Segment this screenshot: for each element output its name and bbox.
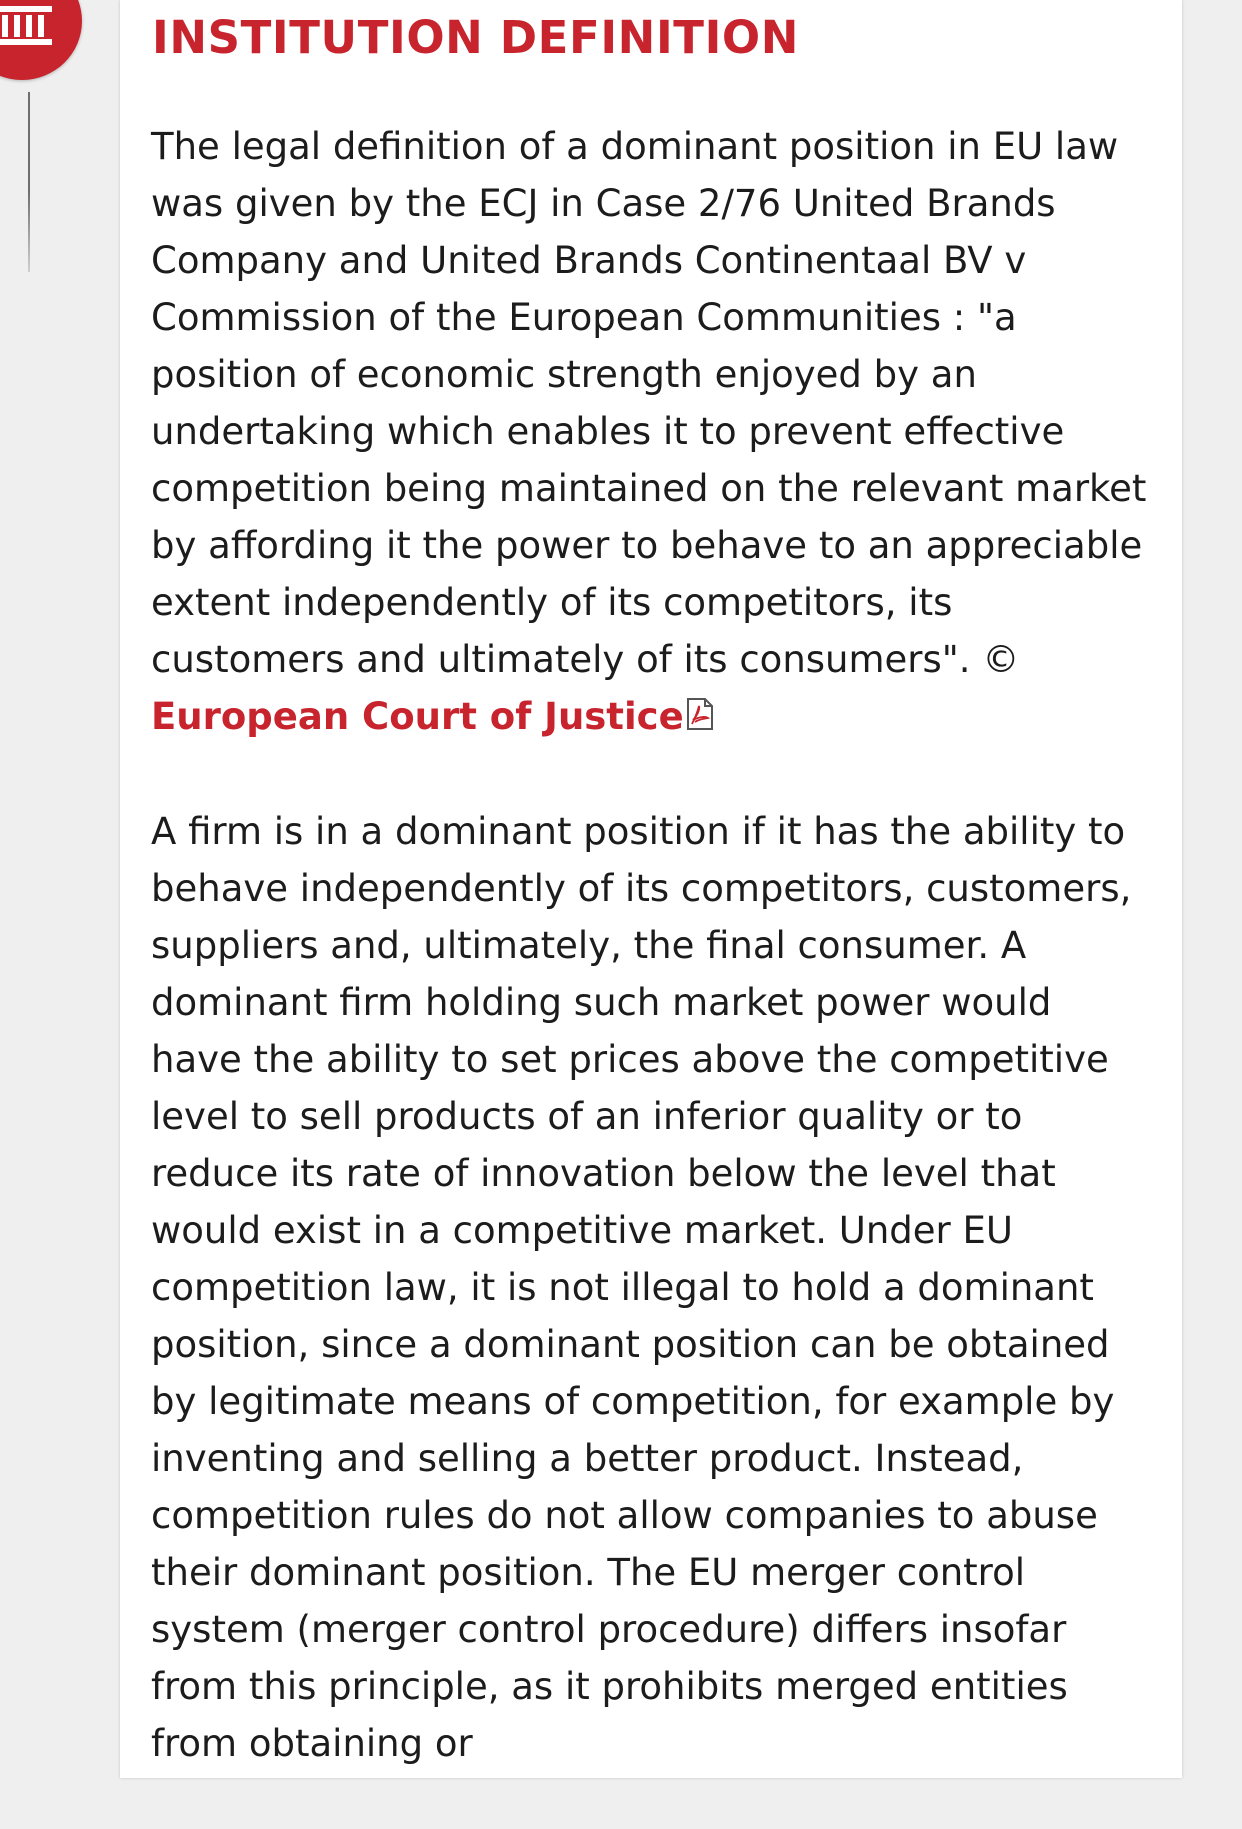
paragraph-legal-definition-text: The legal definition of a dominant position in EU law was given by the ECJ in Case 2/76 United Brands Company and United Brands Continentaal BV v Commission of the European Communities : "a position of economic strength enjoyed by an undertaking which enables it to prevent effective competition being maintained on the relevant market by affording it the power to behave to an appreciable extent independently of its competitors, its customers and ultimately of its consumers". [151,125,1147,681]
timeline-line [28,92,30,272]
copyright-symbol: © [982,638,1020,681]
definition-card [120,0,1182,1778]
timeline-badge [0,0,82,80]
institution-icon [0,6,52,46]
section-title: INSTITUTION DEFINITION [152,11,800,64]
pdf-icon[interactable] [685,689,715,746]
definition-body [151,118,1151,1829]
paragraph-dominant-position: A firm is in a dominant position if it has the ability to behave independently of its competitors, customers, suppliers and, ultimately, the final consumer. A dominant firm holding such market power would have the ability to set prices above the competitive level to sell products of an inferior quality or to reduce its rate of innovation below the level that would exist in a competitive market. Under EU competition law, it is not illegal to hold a dominant position, since a dominant position can be obtained by legitimate means of competition, for example by inventing and selling a better product. Instead, competition rules do not allow companies to abuse their dominant position. The EU merger control system (merger control procedure) differs insofar from this principle, as it prohibits merged entities from obtaining or [151,810,1132,1765]
paragraph-legal-definition [151,118,1151,746]
source-link[interactable]: European Court of Justice [151,695,684,738]
